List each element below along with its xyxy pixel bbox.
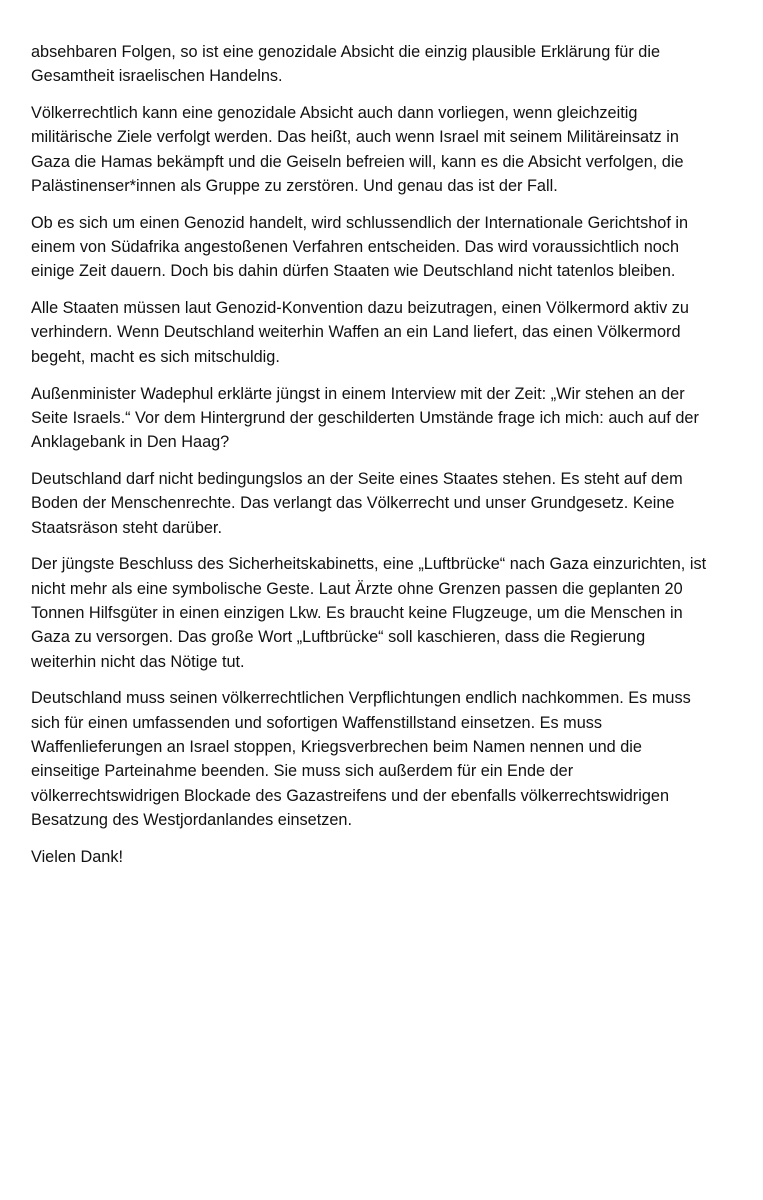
paragraph-4: Alle Staaten müssen laut Genozid-Konvention dazu beizutragen, einen Völkermord aktiv zu verhindern. Wenn Deutschland weiterhin Waffen an ein Land liefert, das einen Völkermord begeht, macht es sich mitschuldig. [31, 299, 689, 366]
paragraph-7: Der jüngste Beschluss des Sicherheitskabinetts, eine „Luftbrücke“ nach Gaza einzurichten, ist nicht mehr als eine symbolische Geste. Laut Ärzte ohne Grenzen passen die geplanten 20 Tonnen Hilfsgüter in einen einzigen Lkw. Es braucht keine Flugzeuge, um die Menschen in Gaza zu versorgen. Das große Wort „Luftbrücke“ soll kaschieren, dass die Regierung weiterhin nicht das Nötige tut. [31, 555, 707, 671]
paragraph-2: Völkerrechtlich kann eine genozidale Absicht auch dann vorliegen, wenn gleichzeitig militärische Ziele verfolgt werden. Das heißt, auch wenn Israel mit seinem Militäreinsatz in Gaza die Hamas bekämpft und die Geiseln befreien will, kann es die Absicht verfolgen, die Palästinenser*innen als Gruppe zu zerstören. Und genau das ist der Fall. [31, 104, 684, 195]
closing-line: Vielen Dank! [31, 847, 124, 866]
document-page [31, 40, 736, 869]
paragraph-1: absehbaren Folgen, so ist eine genozidale Absicht die einzig plausible Erklärung für die Gesamtheit israelischen Handelns. [31, 43, 661, 86]
paragraph-8: Deutschland muss seinen völkerrechtlichen Verpflichtungen endlich nachkommen. Es muss sich für einen umfassenden und sofortigen Waffenstillstand einsetzen. Es muss Waffenlieferungen an Israel stoppen, Kriegsverbrechen beim Namen nennen und die einseitige Parteinahme beenden. Sie muss sich außerdem für ein Ende der völkerrechtswidrigen Blockade des Gazastreifens und der ebenfalls völkerrechtswidrigen Besatzung des Westjordanlandes einsetzen. [31, 689, 691, 829]
paragraph-6: Deutschland darf nicht bedingungslos an der Seite eines Staates stehen. Es steht auf dem Boden der Menschenrechte. Das verlangt das Völkerrecht und unser Grundgesetz. Keine Staatsräson steht darüber. [31, 469, 683, 537]
paragraph-5: Außenminister Wadephul erklärte jüngst in einem Interview mit der Zeit: „Wir stehen an der Seite Israels.“ Vor dem Hintergrund der geschilderten Umstände frage ich mich: auch auf der Anklagebank in Den Haag? [31, 384, 699, 452]
paragraph-3: Ob es sich um einen Genozid handelt, wird schlussendlich der Internationale Gerichtshof in einem von Südafrika angestoßenen Verfahren entscheiden. Das wird voraussichtlich noch einige Zeit dauern. Doch bis dahin dürfen Staaten wie Deutschland nicht tatenlos bleiben. [31, 213, 689, 281]
